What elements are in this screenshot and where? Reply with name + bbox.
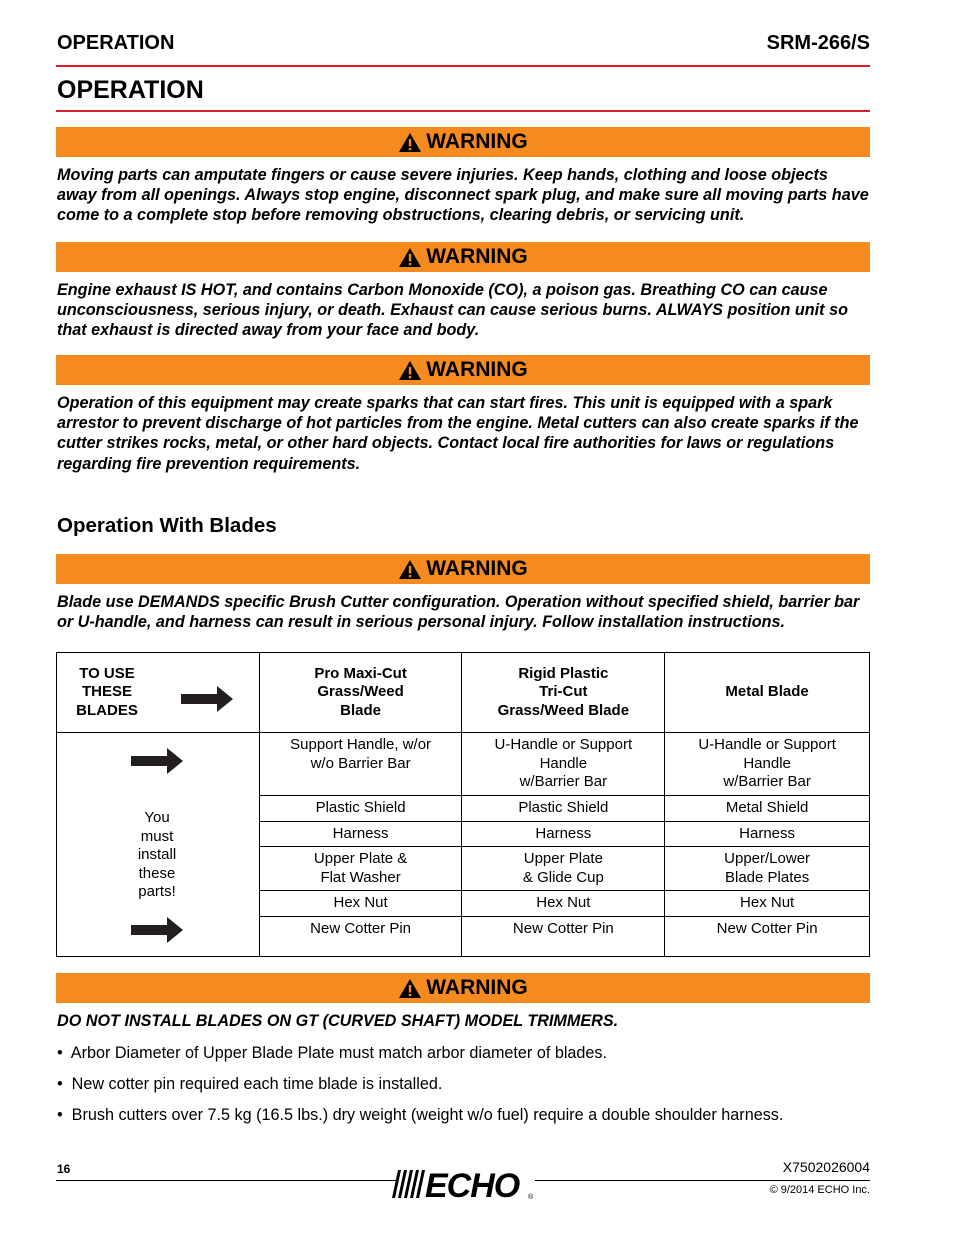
bullet-text: Arbor Diameter of Upper Blade Plate must match arbor diameter of blades.	[70, 1044, 608, 1062]
table-cell: U-Handle or Support Handle w/Barrier Bar	[462, 733, 665, 796]
table-row	[57, 733, 870, 796]
install-side-cell	[57, 733, 260, 957]
column-header: Metal Blade	[665, 653, 870, 733]
warning-banner-1	[56, 127, 870, 157]
right-arrow-icon	[181, 686, 233, 712]
section-subheading: Operation With Blades	[57, 514, 277, 537]
echo-logo	[392, 1168, 537, 1205]
copyright-text: © 9/2014 ECHO Inc.	[769, 1184, 870, 1196]
warning-banner-3	[56, 355, 870, 385]
table-corner-cell	[57, 653, 260, 733]
warning-triangle-icon	[398, 247, 422, 268]
bullet-text: Brush cutters over 7.5 kg (16.5 lbs.) dry weight (weight w/o fuel) require a double shoulder harness.	[71, 1106, 784, 1124]
table-cell: Hex Nut	[665, 891, 870, 917]
right-arrow-icon	[131, 917, 183, 943]
right-arrow-icon	[131, 748, 183, 774]
warning-banner-5	[56, 973, 870, 1003]
warning-text-4: Blade use DEMANDS specific Brush Cutter configuration. Operation without specified shield, barrier bar or U-handle, and harness can result in serious personal injury. Follow installation instructions.	[57, 593, 860, 632]
warning-text-2: Engine exhaust IS HOT, and contains Carbon Monoxide (CO), a poison gas. Breathing CO can cause unconsciousness, serious injury, or death. Exhaust can cause serious burns. ALWAYS position unit so that exhaust is directed away from your face and body.	[57, 281, 848, 340]
header-rule	[56, 65, 870, 67]
document-code: X7502026004	[782, 1159, 870, 1175]
header-model: SRM-266/S	[766, 32, 870, 54]
table-cell: Support Handle, w/or w/o Barrier Bar	[259, 733, 462, 796]
column-header: Rigid Plastic Tri-Cut Grass/Weed Blade	[462, 653, 665, 733]
warning-label: WARNING	[426, 976, 528, 999]
table-cell: Harness	[462, 821, 665, 847]
table-cell: Harness	[665, 821, 870, 847]
warning-banner-2	[56, 242, 870, 272]
logo-text: ECHO	[425, 1168, 520, 1200]
warning-label: WARNING	[426, 245, 528, 268]
svg-text:®: ®	[528, 1194, 534, 1200]
page-title: OPERATION	[57, 76, 204, 104]
warning-label: WARNING	[426, 557, 528, 580]
warning-text-1: Moving parts can amputate fingers or cause severe injuries. Keep hands, clothing and loose objects away from all openings. Always stop engine, disconnect spark plug, and make sure all moving parts have come to a complete stop before removing obstructions, clearing debris, or servicing unit.	[57, 166, 869, 225]
corner-label: TO USE THESE BLADES	[76, 664, 138, 719]
column-header: Pro Maxi-Cut Grass/Weed Blade	[259, 653, 462, 733]
header-section: OPERATION	[57, 32, 175, 54]
install-label: You must install these parts!	[137, 809, 177, 900]
table-header-row	[57, 653, 870, 733]
warning-banner-4	[56, 554, 870, 584]
bullet-text: New cotter pin required each time blade is installed.	[71, 1075, 443, 1093]
table-cell: U-Handle or Support Handle w/Barrier Bar	[665, 733, 870, 796]
warning-triangle-icon	[398, 360, 422, 381]
table-cell: Harness	[259, 821, 462, 847]
footer-rule-left	[56, 1180, 396, 1181]
list-item: • Brush cutters over 7.5 kg (16.5 lbs.) dry weight (weight w/o fuel) require a double shoulder harness.	[57, 1106, 784, 1124]
warning-label: WARNING	[426, 130, 528, 153]
table-cell: Hex Nut	[462, 891, 665, 917]
warning-text-3: Operation of this equipment may create sparks that can start fires. This unit is equipped with a spark arrestor to prevent discharge of hot particles from the engine. Metal cutters can also create sparks if the cutter strikes rocks, metal, or other hard objects. Contact local fire authorities for laws or regulations regarding fire prevention requirements.	[57, 394, 859, 473]
list-item: • New cotter pin required each time blade is installed.	[57, 1075, 443, 1093]
table-cell: Plastic Shield	[462, 796, 665, 822]
warning-triangle-icon	[398, 559, 422, 580]
table-cell: Upper Plate & Flat Washer	[259, 847, 462, 891]
table-cell: Upper/Lower Blade Plates	[665, 847, 870, 891]
footer-rule-right	[535, 1180, 870, 1181]
table-cell: Plastic Shield	[259, 796, 462, 822]
table-cell: New Cotter Pin	[462, 916, 665, 956]
table-cell: Hex Nut	[259, 891, 462, 917]
table-cell: New Cotter Pin	[665, 916, 870, 956]
warning-triangle-icon	[398, 978, 422, 999]
warning-triangle-icon	[398, 132, 422, 153]
warning-text-5: DO NOT INSTALL BLADES ON GT (CURVED SHAFT) MODEL TRIMMERS.	[57, 1012, 619, 1030]
table-cell: New Cotter Pin	[259, 916, 462, 956]
warning-label: WARNING	[426, 358, 528, 381]
table-cell: Metal Shield	[665, 796, 870, 822]
page-number: 16	[57, 1162, 71, 1176]
title-rule	[56, 110, 870, 112]
table-cell: Upper Plate & Glide Cup	[462, 847, 665, 891]
blade-parts-table	[56, 652, 870, 957]
list-item: • Arbor Diameter of Upper Blade Plate must match arbor diameter of blades.	[57, 1044, 608, 1062]
